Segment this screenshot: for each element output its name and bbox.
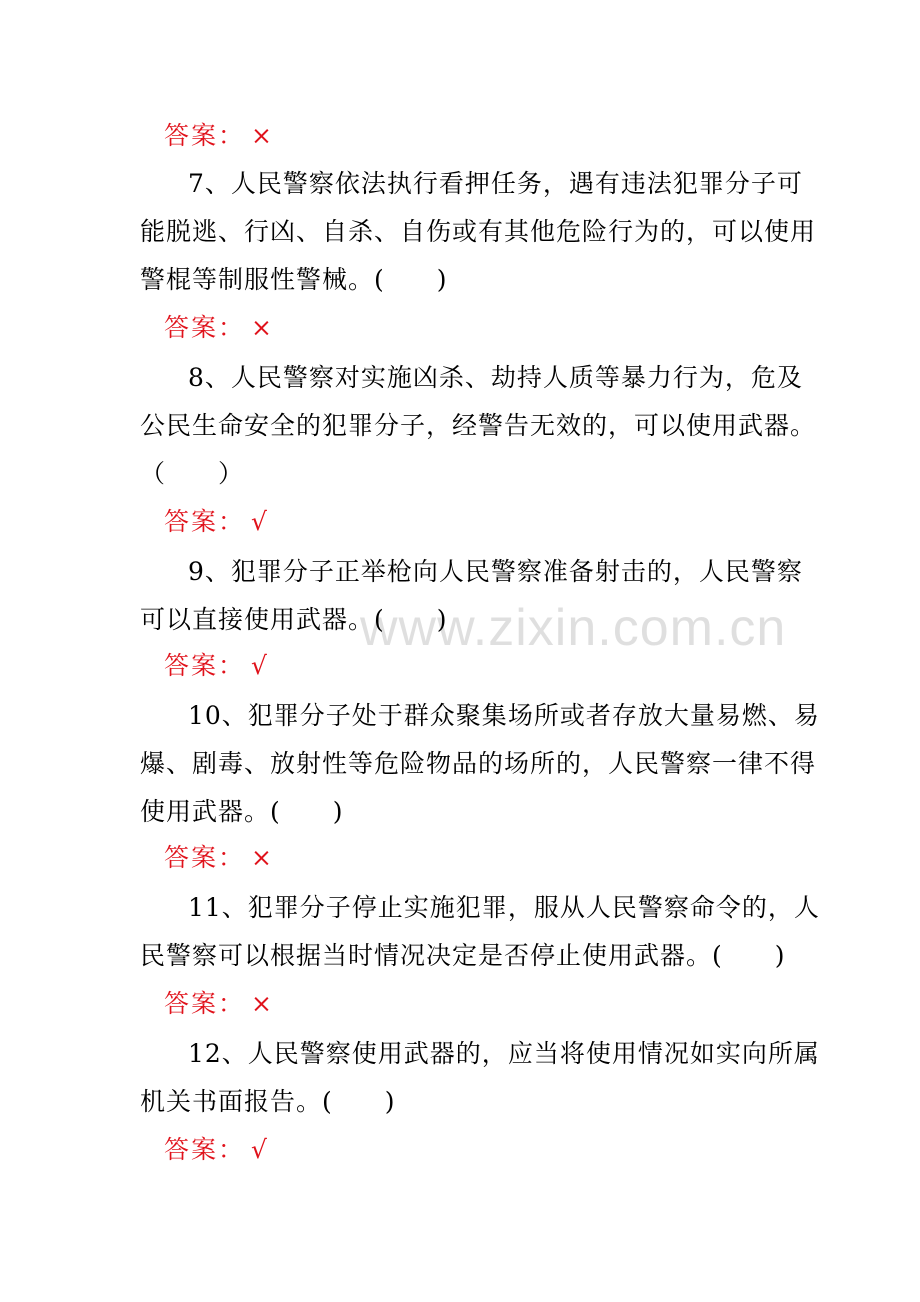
answer-label: 答案： xyxy=(164,507,246,536)
question-line: （ ） xyxy=(140,459,245,488)
question-line: 12、人民警察使用武器的，应当将使用情况如实向所属 xyxy=(188,1039,820,1068)
answer-label: 答案： xyxy=(164,121,246,150)
question-line: 能脱逃、行凶、自杀、自伤或有其他危险行为的，可以使用 xyxy=(140,217,817,246)
answer-mark: √ xyxy=(251,507,269,536)
question-line: 警棍等制服性警械。( ) xyxy=(140,265,448,294)
question-line: 爆、剧毒、放射性等危险物品的场所的，人民警察一律不得 xyxy=(140,749,817,778)
answer-label: 答案： xyxy=(164,843,246,872)
answer-line xyxy=(164,112,804,160)
answer-line xyxy=(164,980,804,1028)
watermark: www.zixin.com.cn xyxy=(360,599,787,657)
answer-line xyxy=(164,304,804,352)
question-line: 使用武器。( ) xyxy=(140,797,344,826)
answer-label: 答案： xyxy=(164,989,246,1018)
answer-label: 答案： xyxy=(164,313,246,342)
answer-line xyxy=(164,1126,804,1174)
answer-mark: × xyxy=(251,313,274,342)
answer-line xyxy=(164,834,804,882)
question-line: 公民生命安全的犯罪分子，经警告无效的，可以使用武器。 xyxy=(140,411,817,440)
question-line: 机关书面报告。( ) xyxy=(140,1087,396,1116)
answer-mark: √ xyxy=(251,651,269,680)
question-line: 11、犯罪分子停止实施犯罪，服从人民警察命令的，人 xyxy=(188,893,820,922)
answer-label: 答案： xyxy=(164,651,246,680)
question-line: 8、人民警察对实施凶杀、劫持人质等暴力行为，危及 xyxy=(188,363,803,392)
question-line: 7、人民警察依法执行看押任务，遇有违法犯罪分子可 xyxy=(188,169,803,198)
question-line: 10、犯罪分子处于群众聚集场所或者存放大量易燃、易 xyxy=(188,701,820,730)
answer-label: 答案： xyxy=(164,1135,246,1164)
question-line: 可以直接使用武器。( ) xyxy=(140,605,448,634)
question-line: 民警察可以根据当时情况决定是否停止使用武器。( ) xyxy=(140,941,786,970)
answer-line xyxy=(164,498,804,546)
answer-mark: × xyxy=(251,989,274,1018)
answer-mark: × xyxy=(251,121,274,150)
answer-mark: √ xyxy=(251,1135,269,1164)
answer-mark: × xyxy=(251,843,274,872)
question-line: 9、犯罪分子正举枪向人民警察准备射击的，人民警察 xyxy=(188,557,803,586)
